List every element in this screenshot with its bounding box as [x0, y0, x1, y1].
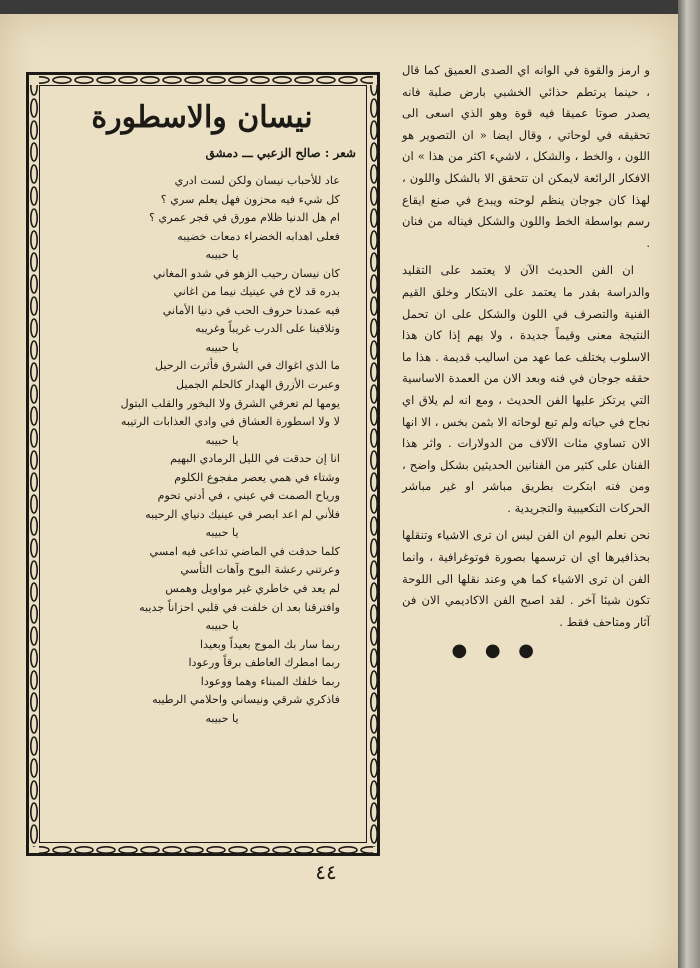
article-paragraph-1: و ارمز والقوة في الوانه اي الصدى العميق كما قال ، حينما يرتطم حذائي الخشبي بارض صلبة فانه يصدر صوتا عميقا فيه قوة وهو الذي اسعى الى تحقيقه في لوحاتي ، وقال ايضا « ان التصوير هو اللون ، والخط ، والشكل ، لاشيء اكثر من هذا » ان الافكار الرائعة لايمكن ان تتحقق الا بالشكل واللون ، لهذا كان جوجان ينظم لوحته ويبدع في صنع ايقاع رسم بواسطة الخط واللون والشكل فيناله من فنان .	[402, 63, 650, 250]
poem-verse: وعرتني رعشة البوح وآهات التأسي	[180, 563, 340, 577]
poem-verse: فاذكري شرقي ونيساني واحلامي الرطيبه	[152, 693, 340, 707]
article-paragraph-2: ان الفن الحديث الآن لا يعتمد على التقليد والدراسة بقدر ما يعتمد على الابتكار وخلق القيم الفنية والتصرف في اللون والشكل على ان تحمل النتيجة معنى وقيماً جديدة ، ولا يهم إذا كان هذا الاسلوب يختلف عما عهد من اساليب قديمة . هذا ما حققه جوجان في فنه وبعد الان من العمدة الاساسية التي يرتكز عليها الفن الحديث ، ومع انه لم يلاق اي نجاح في حياته ولم تبع لوحاته الا بثمن بخس ، الا انها الان تساوي مئات الآلاف من الدولارات . واثر هذا الفنان على كثير من الفنانين الحديثين بشكل واضح ، ومن فنه ابتكرت بطريق مباشر او غير مباشر الحركات التكعيبية والتجريدية .	[402, 263, 650, 515]
poem-refrain: يا حبيبه	[205, 619, 239, 633]
end-mark: ● ● ●	[451, 640, 540, 662]
poem-verse: ورياح الصمت في عيني ، في أدني تحوم	[157, 489, 340, 503]
poem-verse: ام هل الدنيا ظلام مورق في فجر عمري ؟	[149, 211, 340, 225]
poem-verse: وتلاقينا على الدرب غريباً وغريبه	[195, 322, 340, 336]
poem-refrain: يا حبيبه	[205, 248, 239, 262]
poem-stanzas	[42, 172, 362, 728]
poem-verse: كان نيسان رحيب الزهو في شدو المغاني	[153, 266, 340, 280]
poem-verse: ربما سار بك الموج بعيداً وبعيدا	[199, 637, 340, 651]
poem-refrain: يا حبيبه	[205, 340, 239, 354]
poem-verse: ما الذي اغواك في الشرق فأثرت الرحيل	[154, 359, 340, 373]
poem-verse: لا ولا اسطورة العشاق في وادي العذابات الرتيبه	[120, 415, 340, 429]
poem-title: نيسان والاسطورة	[91, 100, 313, 135]
article-column	[402, 60, 650, 661]
poem-verse: بدره قد لاح في عينيك نيما من اغاني	[173, 285, 340, 299]
poem-verse: وافترقنا بعد ان خلفت في قلبي احزاناً جديبه	[139, 600, 340, 614]
page-number: ٤٤	[315, 860, 337, 884]
poem-verse: كلما حدقت في الماضي تداعى فيه امسي	[149, 544, 340, 558]
poem-verse: فيه عمدنا حروف الحب في دنيا الأماني	[162, 303, 340, 317]
poem-refrain: يا حبيبه	[205, 711, 239, 725]
poem-refrain: يا حبيبه	[205, 433, 239, 447]
poem-refrain: يا حبيبه	[205, 526, 239, 540]
poem-verse: وشتاء في همي يعصر مفجوع الكلوم	[174, 470, 340, 484]
poem-verse: يومها لم تعرفي الشرق ولا البخور والقلب البتول	[120, 396, 340, 410]
poem-verse: ربما خلفك المبناء وهما ووعودا	[200, 674, 340, 688]
poem-verse: لم يعد في خاطري غير مواويل وهمس	[165, 582, 340, 596]
poem	[42, 96, 362, 728]
poem-verse: وعبرت الأزرق الهدار كالحلم الجميل	[176, 378, 340, 392]
poem-author: شعر : صالح الزعبي ـــ دمشق	[205, 146, 356, 160]
poem-verse: ربما امطرك العاطف برقاً ورعودا	[188, 656, 340, 670]
poem-verse: عاد للأحباب نيسان ولكن لست ادري	[174, 174, 340, 187]
poem-verse: فلأني لم اعد ابصر في عينيك دنياي الرحيبه	[145, 507, 340, 521]
page-edge	[678, 0, 700, 968]
poem-verse: فعلى اهدابه الخضراء دمعات خضيبه	[177, 229, 340, 243]
article-paragraph-3: نحن نعلم اليوم ان الفن ليس ان ترى الاشياء وتنقلها بحذافيرها اي ان ترسمها بصورة فوتوغرافية ، وانما الفن ان ترى الاشياء كما هي وعند نقلها الى اللوحة تكون شيئا آخر . لقد اصبح الفن الاكاديمي الان فن آثار ومتاحف فقط .	[402, 528, 650, 629]
poem-verse: كل شيء فيه محزون فهل يعلم سري ؟	[160, 192, 340, 206]
poem-verse: انا إن حدقت في الليل الرمادي البهيم	[170, 452, 340, 466]
